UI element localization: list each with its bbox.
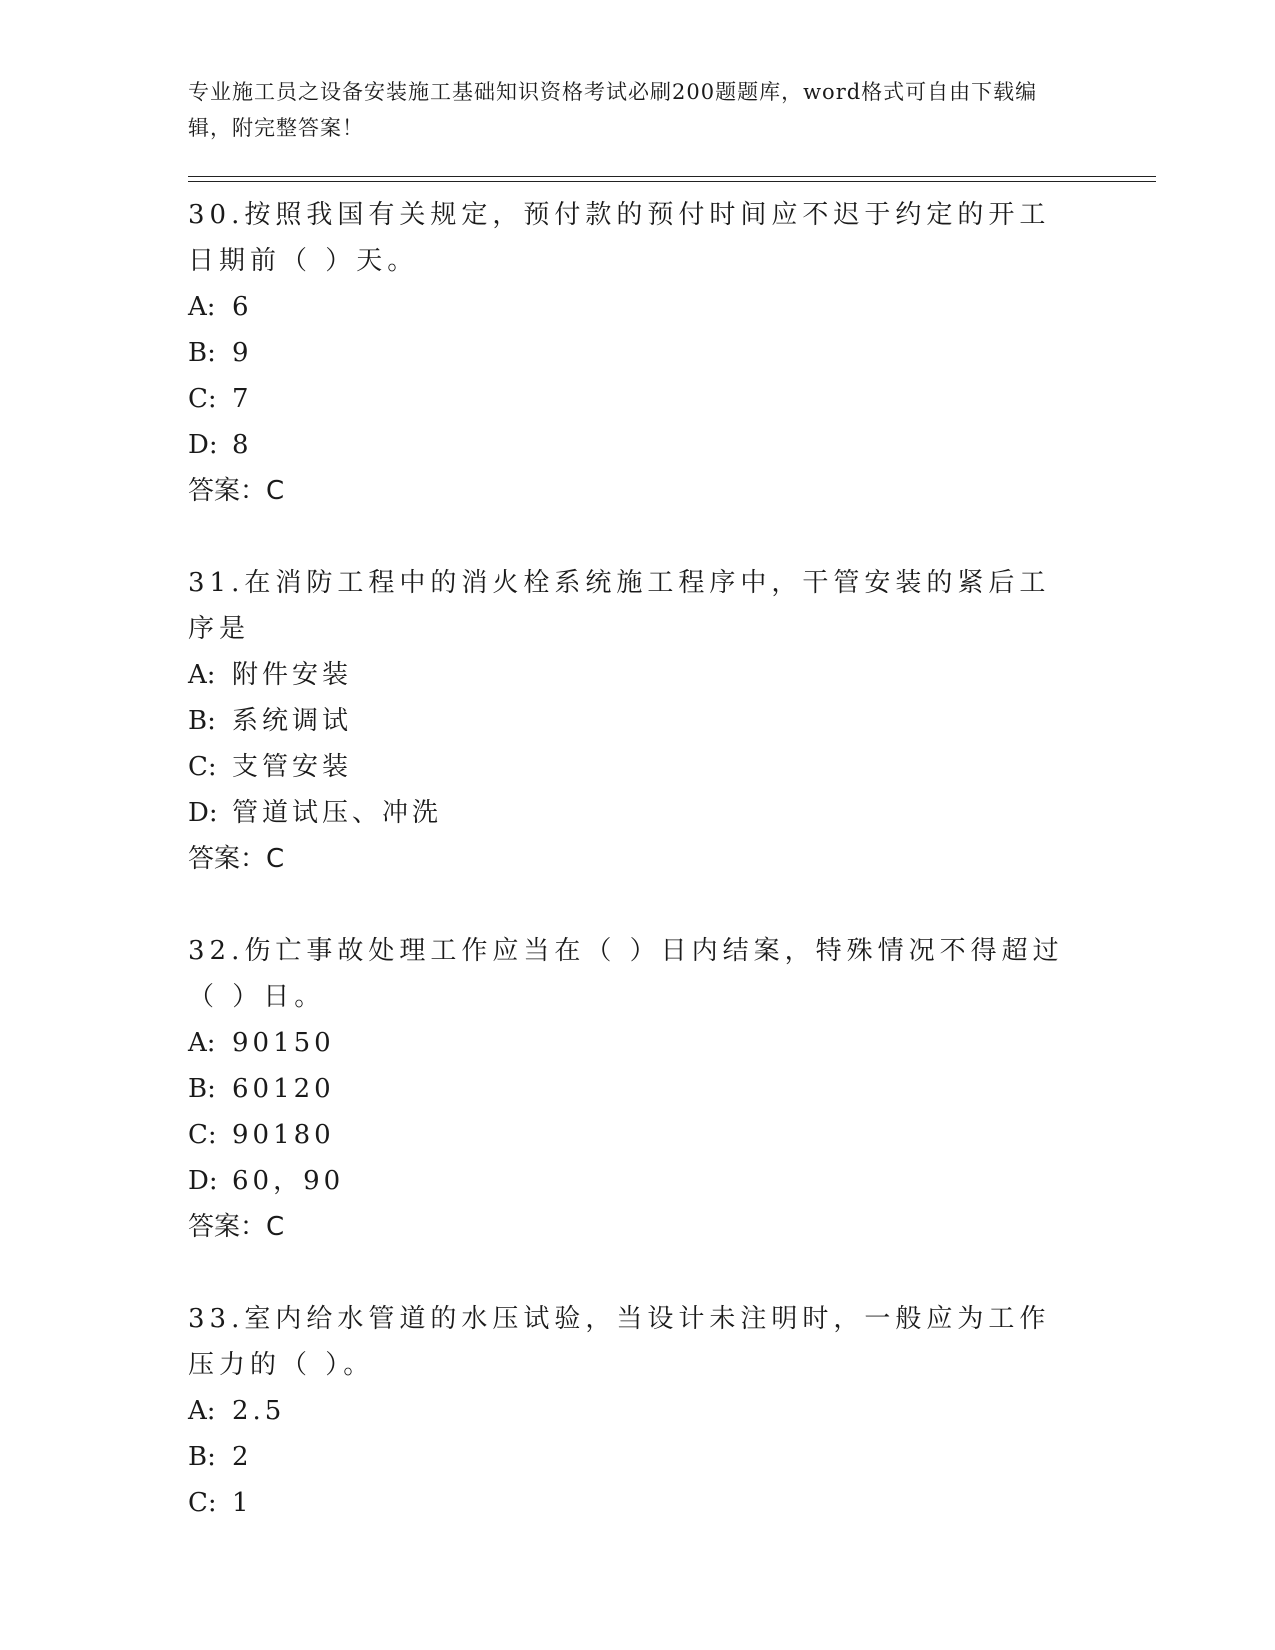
- option-text: 支管安装: [232, 752, 353, 782]
- option-text: 90150: [232, 1028, 335, 1058]
- option-b: [188, 698, 1088, 744]
- question-stem: 33.室内给水管道的水压试验，当设计未注明时，一般应为工作压力的（ ）。: [188, 1304, 1051, 1380]
- document-header: 专业施工员之设备安装施工基础知识资格考试必刷200题题库，word格式可自由下载编辑，附完整答案！: [188, 80, 1038, 140]
- option-letter: A:: [188, 1028, 216, 1058]
- option-text: 90180: [232, 1120, 335, 1150]
- option-letter: B:: [188, 1442, 216, 1472]
- option-a: [188, 284, 1088, 330]
- answer-line: 答案：C: [188, 844, 285, 874]
- option-b: [188, 1066, 1088, 1112]
- question-33: [188, 1296, 1088, 1526]
- header-divider-top: [188, 176, 1156, 177]
- option-letter: B:: [188, 1074, 216, 1104]
- option-text: 系统调试: [232, 706, 353, 736]
- option-text: 60120: [232, 1074, 335, 1104]
- option-text: 2: [232, 1442, 253, 1472]
- question-stem: 30.按照我国有关规定，预付款的预付时间应不迟于约定的开工日期前（ ）天。: [188, 200, 1051, 276]
- option-letter: C:: [188, 1120, 217, 1150]
- option-letter: A:: [188, 660, 216, 690]
- option-letter: D:: [188, 1166, 218, 1196]
- answer-line: 答案：C: [188, 1212, 285, 1242]
- option-d: [188, 422, 1088, 468]
- header-divider-bottom: [188, 181, 1156, 182]
- option-text: 8: [232, 430, 253, 460]
- question-31: [188, 560, 1088, 882]
- option-c: [188, 376, 1088, 422]
- option-text: 9: [232, 338, 253, 368]
- option-text: 7: [232, 384, 253, 414]
- option-text: 1: [232, 1488, 253, 1518]
- question-stem: 32.伤亡事故处理工作应当在（ ）日内结案，特殊情况不得超过（ ）日。: [188, 936, 1064, 1012]
- option-b: [188, 1434, 1088, 1480]
- option-a: [188, 1388, 1088, 1434]
- question-30: [188, 192, 1088, 514]
- question-stem: 31.在消防工程中的消火栓系统施工程序中，干管安装的紧后工序是: [188, 568, 1051, 644]
- option-d: [188, 790, 1088, 836]
- option-letter: A:: [188, 1396, 216, 1426]
- option-b: [188, 330, 1088, 376]
- answer-line: 答案：C: [188, 476, 285, 506]
- option-letter: B:: [188, 706, 216, 736]
- option-letter: C:: [188, 384, 217, 414]
- option-text: 管道试压、冲洗: [232, 798, 443, 828]
- option-a: [188, 1020, 1088, 1066]
- option-letter: D:: [188, 430, 218, 460]
- option-letter: D:: [188, 798, 218, 828]
- option-text: 附件安装: [232, 660, 353, 690]
- option-text: 60，90: [232, 1166, 345, 1196]
- question-list: [188, 192, 1088, 1572]
- option-a: [188, 652, 1088, 698]
- option-c: [188, 1480, 1088, 1526]
- question-32: [188, 928, 1088, 1250]
- option-letter: C:: [188, 1488, 217, 1518]
- option-letter: A:: [188, 292, 216, 322]
- option-c: [188, 1112, 1088, 1158]
- option-c: [188, 744, 1088, 790]
- option-text: 6: [232, 292, 253, 322]
- option-text: 2.5: [232, 1396, 286, 1426]
- option-letter: C:: [188, 752, 217, 782]
- option-d: [188, 1158, 1088, 1204]
- option-letter: B:: [188, 338, 216, 368]
